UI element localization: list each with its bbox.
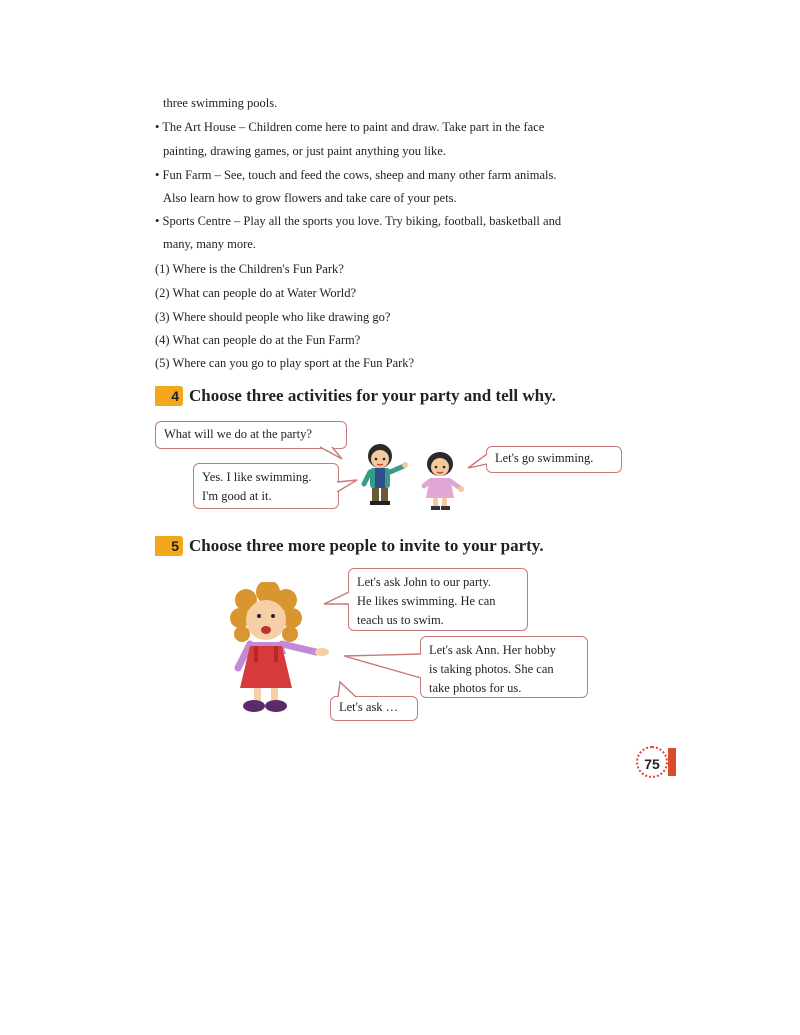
- passage-line: three swimming pools.: [163, 96, 278, 110]
- bubble-tail: [318, 447, 344, 461]
- speech-bubble-answer: [193, 463, 339, 509]
- section-number-badge: 5: [155, 536, 183, 556]
- section-number-badge: 4: [155, 386, 183, 406]
- bubble-text: He likes swimming. He can: [357, 594, 496, 608]
- question-1: (1) Where is the Children's Fun Park?: [155, 262, 344, 276]
- bubble-tail: [344, 652, 422, 682]
- bubble-text: Yes. I like swimming.: [202, 470, 312, 484]
- curly-girl-illustration: [224, 582, 332, 714]
- section-5-heading: [155, 536, 544, 556]
- passage-line: • Fun Farm – See, touch and feed the cows, sheep and many other farm animals.: [155, 168, 557, 182]
- boy-illustration: [356, 440, 412, 506]
- speech-bubble-john: [348, 568, 528, 631]
- bubble-text: Let's ask John to our party.: [357, 575, 492, 589]
- speech-bubble-question: [155, 421, 347, 449]
- passage-line: painting, drawing games, or just paint anything you like.: [163, 144, 446, 158]
- passage-line: • Sports Centre – Play all the sports you love. Try biking, football, basketball and: [155, 214, 562, 228]
- passage-line: • The Art House – Children come here to paint and draw. Take part in the face: [155, 120, 545, 134]
- bubble-text: I'm good at it.: [202, 489, 272, 503]
- page-number: 75: [636, 746, 668, 778]
- bubble-text: Let's go swimming.: [495, 451, 594, 465]
- bubble-text: teach us to swim.: [357, 613, 444, 627]
- section-4-heading: [155, 386, 556, 406]
- passage-line: Also learn how to grow flowers and take care of your pets.: [163, 191, 457, 205]
- bubble-tail: [334, 682, 360, 698]
- question-4: (4) What can people do at the Fun Farm?: [155, 333, 361, 347]
- girl-illustration: [416, 450, 468, 510]
- bubble-text: Let's ask Ann. Her hobby: [429, 643, 556, 657]
- section-5-title: Choose three more people to invite to your party.: [189, 536, 544, 555]
- section-4-title: Choose three activities for your party and tell why.: [189, 386, 556, 405]
- bubble-text: What will we do at the party?: [164, 427, 312, 441]
- bubble-text: Let's ask …: [339, 700, 399, 714]
- bubble-text: is taking photos. She can: [429, 662, 554, 676]
- bubble-text: take photos for us.: [429, 681, 522, 695]
- passage-line: many, many more.: [163, 237, 256, 251]
- bubble-tail: [322, 590, 350, 610]
- page-edge-tab: [668, 748, 676, 776]
- question-5: (5) Where can you go to play sport at the Fun Park?: [155, 356, 415, 370]
- speech-bubble-ann: [420, 636, 588, 698]
- speech-bubble-suggestion: [486, 446, 622, 473]
- bubble-tail: [468, 452, 488, 472]
- question-3: (3) Where should people who like drawing go?: [155, 310, 391, 324]
- speech-bubble-blank: [330, 696, 418, 721]
- question-2: (2) What can people do at Water World?: [155, 286, 357, 300]
